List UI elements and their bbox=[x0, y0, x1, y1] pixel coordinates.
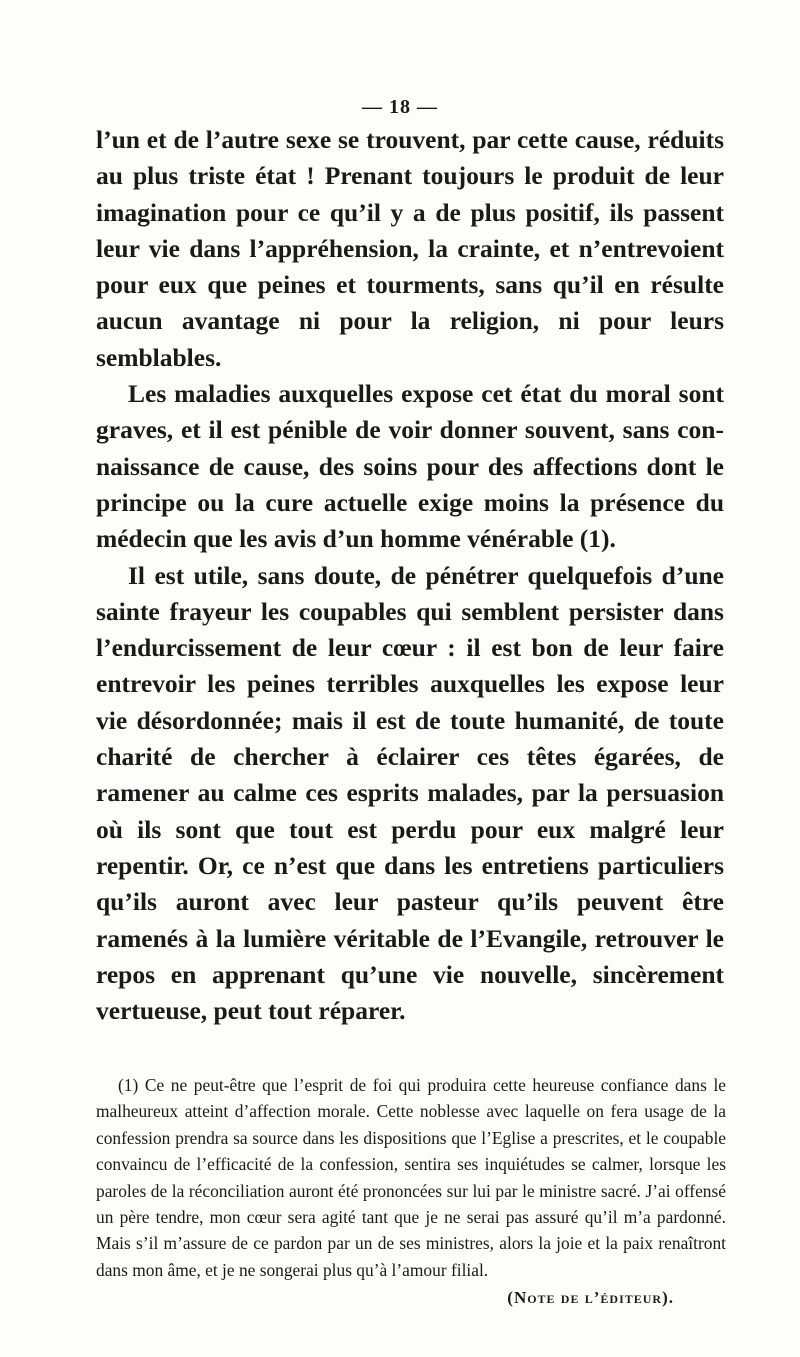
footnote-signature: (Note de l’éditeur). bbox=[507, 1288, 674, 1308]
paragraph-2: Les maladies auxquelles expose cet état du moral sont graves, et il est pénible de voir donner souvent, sans connaissance de cause, des soins pour des affections dont le principe ou la cure actuelle exige moins la présence du médecin que les avis d’un homme vénérable (1). bbox=[96, 379, 724, 554]
page-number: — 18 — bbox=[362, 96, 438, 118]
footnote bbox=[96, 1072, 726, 1312]
footnote-text: (1) Ce ne peut-être que l’esprit de foi qui produira cette heureuse confiance dans le malheureux atteint d’affection morale. Cette noblesse avec laquelle on fera usage de la confession prendra sa source dans les dispositions que l’Eglise a prescrites, et le coupable convaincu de l’efficacité de la confession, sentira ses inquiétudes se calmer, lorsque les paroles de la réconciliation auront été prononcées sur lui par le ministre sacré. J’ai offensé un père tendre, mon cœur sera agité tant que je ne serai pas assuré qu’il m’a pardonné. Mais s’il m’assure de ce pardon par un de ses ministres, alors la joie et la paix renaîtront dans mon âme, et je ne songerai plus qu’à l’amour filial. bbox=[96, 1075, 726, 1280]
main-text bbox=[96, 122, 724, 1029]
paragraph-1: l’un et de l’autre sexe se trouvent, par cette cause, réduits au plus triste état ! Prenant toujours le produit de leur imagination pour ce qu’il y a de plus positif, ils passent leur vie dans l’appréhension, la crainte, et n’entrevoient pour eux que peines et tourments, sans qu’il en résulte aucun avantage ni pour la religion, ni pour leurs semblables. bbox=[96, 125, 724, 372]
paragraph-3: Il est utile, sans doute, de pénétrer quelquefois d’une sainte frayeur les coupables qui semblent persister dans l’endurcissement de leur cœur : il est bon de leur faire entrevoir les peines terribles auxquelles les expose leur vie désordonnée; mais il est de toute humanité, de toute charité de chercher à éclairer ces têtes égarées, de ramener au calme ces esprits malades, par la persuasion où ils sont que tout est perdu pour eux malgré leur repentir. Or, ce n’est que dans les entretiens particuliers qu’ils auront avec leur pasteur qu’ils peuvent être ramenés à la lumière véritable de l’Evangile, retrouver le repos en apprenant qu’une vie nouvelle, sincèrement vertueuse, peut tout réparer. bbox=[96, 560, 724, 1026]
